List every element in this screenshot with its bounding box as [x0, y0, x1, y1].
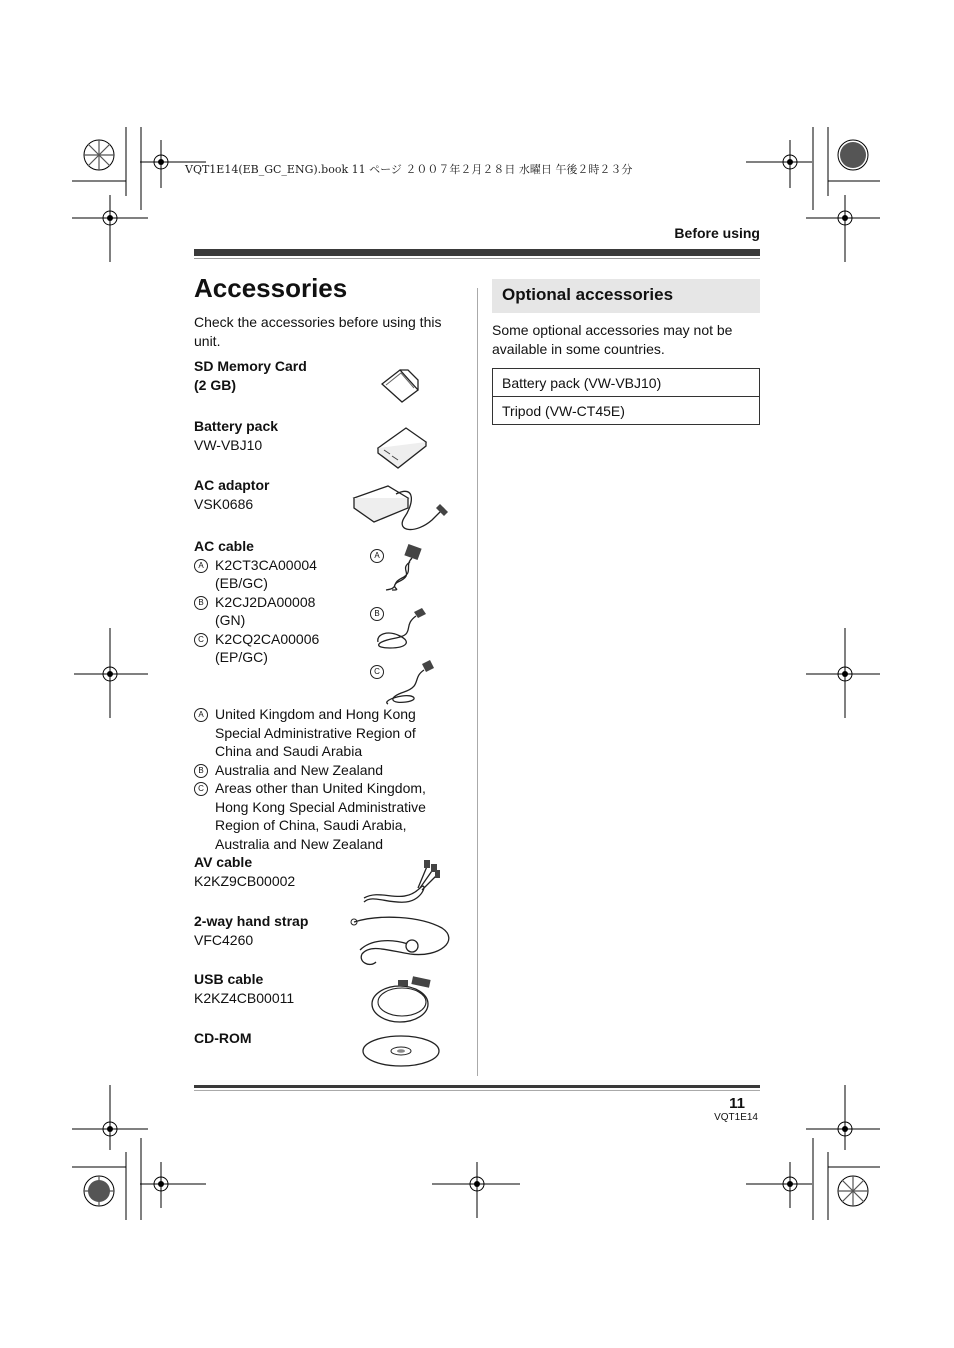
optional-item-tripod: Tripod (VW-CT45E): [493, 397, 760, 425]
ac-cable-code-b: K2CJ2DA00008: [215, 593, 316, 610]
bottom-rule: [194, 1085, 760, 1088]
region-mark-c: C: [194, 782, 208, 796]
mark-b: B: [194, 596, 208, 610]
section-title: Before using: [674, 225, 760, 241]
ac-cable-code-a: K2CT3CA00004: [215, 556, 317, 573]
column-divider: [477, 288, 478, 1076]
optional-item-battery: Battery pack (VW-VBJ10): [493, 369, 760, 397]
top-rule: [194, 249, 760, 256]
ac-cable-c-icon: [382, 656, 436, 706]
region-item-c: [194, 779, 454, 853]
mark-c: C: [194, 633, 208, 647]
ac-cable-c-mark: C: [370, 662, 390, 680]
ac-cable-variant-b: [194, 593, 344, 630]
ac-cable-b-mark: B: [370, 604, 390, 622]
optional-heading: Optional accessories: [502, 285, 674, 304]
usb-cable-code: K2KZ4CB00011: [194, 989, 295, 1006]
ac-cable-region-a: (EB/GC): [215, 575, 268, 591]
ac-cable-variant-c: [194, 630, 344, 667]
print-header: VQT1E14(EB_GC_ENG).book 11 ページ ２００７年２月２８日 水曜日 午後２時２３分: [185, 163, 633, 176]
av-cable-code: K2KZ9CB00002: [194, 872, 296, 889]
sd-card-capacity: (2 GB): [194, 376, 236, 393]
region-text-b: Australia and New Zealand: [215, 761, 384, 778]
ac-adaptor-icon: [352, 484, 450, 536]
ac-cable-code-c: K2CQ2CA00006: [215, 630, 320, 647]
hand-strap-icon: [350, 914, 454, 970]
ac-cable-a-icon: [384, 544, 426, 592]
strap-label: [194, 912, 308, 949]
top-rule-thin: [194, 258, 760, 259]
battery-name: Battery pack: [194, 418, 279, 434]
optional-heading-box: [492, 279, 760, 313]
ac-cable-variant-a: [194, 556, 344, 593]
region-mark-b: B: [194, 764, 208, 778]
region-item-a: [194, 705, 454, 761]
page-number: 11: [729, 1095, 745, 1112]
cd-rom-icon: [361, 1034, 441, 1068]
sd-card-label: [194, 357, 307, 394]
battery-code: VW-VBJ10: [194, 436, 263, 453]
av-cable-label: [194, 853, 295, 890]
intro-text: Check the accessories before using this unit.: [194, 314, 442, 349]
cdrom-label: [194, 1029, 252, 1048]
adaptor-label: [194, 476, 269, 513]
table-row: [493, 397, 760, 425]
adaptor-code: VSK0686: [194, 495, 254, 512]
strap-code: VFC4260: [194, 931, 254, 948]
region-text-c: Areas other than United Kingdom, Hong Kong Special Administrative Region of China, Saudi Arabia, Australia and New Zealand: [215, 780, 426, 852]
optional-table: [492, 368, 760, 425]
av-cable-name: AV cable: [194, 854, 253, 870]
region-list: [194, 705, 454, 853]
page-title: Accessories: [194, 273, 348, 303]
table-row: [493, 369, 760, 397]
usb-cable-name: USB cable: [194, 971, 264, 987]
sd-card-icon: [380, 368, 420, 404]
doc-code: VQT1E14: [714, 1112, 758, 1123]
av-cable-icon: [362, 858, 440, 908]
ac-cable-region-b: (GN): [215, 612, 246, 628]
sd-card-name: SD Memory Card: [194, 358, 307, 374]
region-mark-a: A: [194, 708, 208, 722]
bottom-rule-thin: [194, 1090, 760, 1091]
adaptor-name: AC adaptor: [194, 477, 270, 493]
region-text-a: United Kingdom and Hong Kong Special Administrative Region of China and Saudi Arabia: [215, 706, 416, 759]
ac-cable-b-icon: [372, 604, 430, 652]
mark-a: A: [194, 559, 208, 573]
battery-icon: [376, 426, 428, 468]
battery-label: [194, 417, 278, 454]
cdrom-name: CD-ROM: [194, 1030, 252, 1046]
optional-note: Some optional accessories may not be available in some countries.: [492, 322, 733, 357]
ac-cable-a-mark: A: [370, 546, 390, 564]
strap-name: 2-way hand strap: [194, 913, 309, 929]
ac-cable-region-c: (EP/GC): [215, 649, 268, 665]
region-item-b: [194, 761, 454, 780]
usb-cable-icon: [368, 976, 438, 1026]
ac-cable-label: [194, 537, 344, 667]
usb-cable-label: [194, 970, 294, 1007]
ac-cable-name: AC cable: [194, 538, 254, 554]
